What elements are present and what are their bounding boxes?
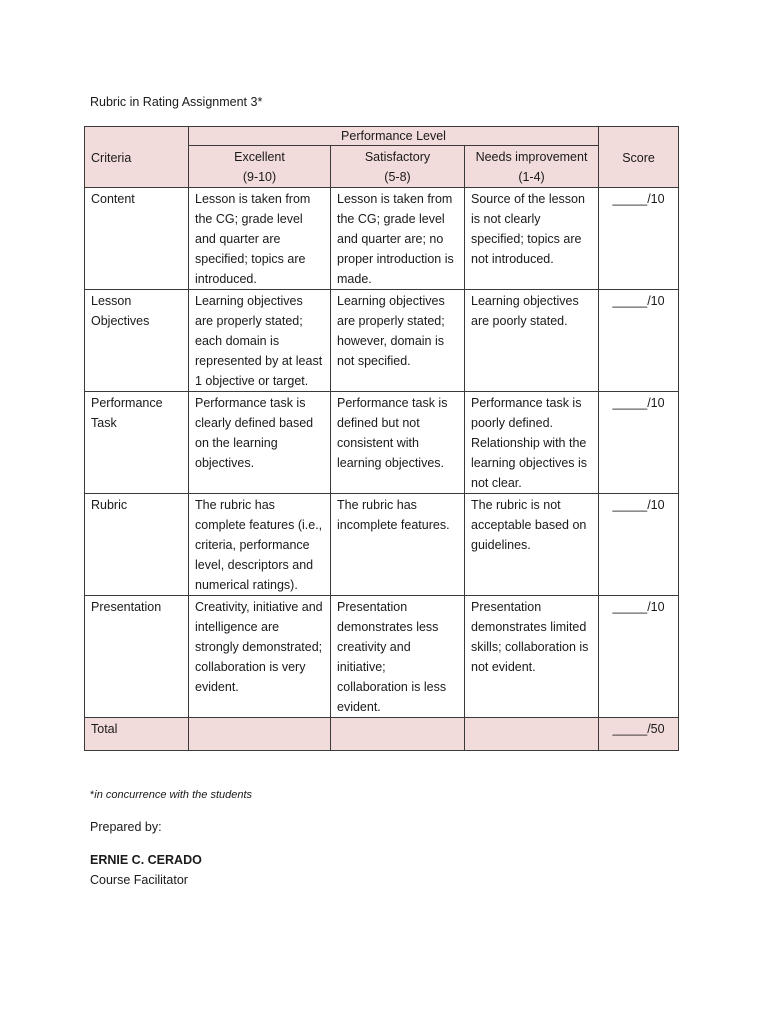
- score-cell: [599, 290, 679, 392]
- level-range: (9-10): [242, 170, 277, 184]
- footnote-marker: *: [90, 789, 95, 801]
- total-label: Total: [85, 718, 189, 751]
- level-range: (5-8): [384, 170, 411, 184]
- needs-improvement-cell: Performance task is poorly defined. Relationship with the learning objectives is not clear.: [465, 392, 599, 494]
- level-header-satisfactory: [331, 146, 465, 188]
- excellent-cell: The rubric has complete features (i.e., criteria, performance level, descriptors and numerical ratings).: [189, 494, 331, 596]
- table-row: [85, 290, 679, 392]
- satisfactory-cell: The rubric has incomplete features.: [331, 494, 465, 596]
- needs-improvement-cell: Source of the lesson is not clearly specified; topics are not introduced.: [465, 188, 599, 290]
- score-cell: [599, 188, 679, 290]
- score-header: Score: [599, 127, 679, 188]
- criterion-cell: Lesson Objectives: [85, 290, 189, 392]
- score-blank: _____/10: [612, 498, 665, 512]
- excellent-cell: Creativity, initiative and intelligence are strongly demonstrated; collaboration is very evident.: [189, 596, 331, 718]
- score-cell: [599, 392, 679, 494]
- needs-improvement-cell: Presentation demonstrates limited skills; collaboration is not evident.: [465, 596, 599, 718]
- satisfactory-cell: Learning objectives are properly stated; however, domain is not specified.: [331, 290, 465, 392]
- footnote: [90, 788, 252, 802]
- level-name: Satisfactory: [364, 150, 431, 164]
- satisfactory-cell: Lesson is taken from the CG; grade level and quarter are; no proper introduction is made.: [331, 188, 465, 290]
- total-empty-cell: [331, 718, 465, 751]
- criterion-cell: Rubric: [85, 494, 189, 596]
- table-row: [85, 188, 679, 290]
- level-name: Needs improvement: [475, 150, 588, 164]
- excellent-cell: Performance task is clearly defined based on the learning objectives.: [189, 392, 331, 494]
- satisfactory-cell: Presentation demonstrates less creativity and initiative; collaboration is less evident.: [331, 596, 465, 718]
- total-score: _____/50: [612, 722, 665, 736]
- total-row: [85, 718, 679, 751]
- table-row: [85, 392, 679, 494]
- signer-role: Course Facilitator: [90, 873, 188, 887]
- score-blank: _____/10: [612, 396, 665, 410]
- level-name: Excellent: [234, 150, 285, 164]
- table-row: [85, 494, 679, 596]
- score-blank: _____/10: [612, 600, 665, 614]
- header-row-top: [85, 127, 679, 146]
- level-header-needs-improvement: [465, 146, 599, 188]
- level-header-excellent: [189, 146, 331, 188]
- rubric-table: [84, 126, 679, 751]
- performance-level-header: Performance Level: [189, 127, 599, 146]
- table-row: [85, 596, 679, 718]
- score-blank: _____/10: [612, 294, 665, 308]
- total-score-cell: [599, 718, 679, 751]
- level-range: (1-4): [518, 170, 545, 184]
- criterion-cell: Presentation: [85, 596, 189, 718]
- criterion-cell: Performance Task: [85, 392, 189, 494]
- total-empty-cell: [189, 718, 331, 751]
- excellent-cell: Learning objectives are properly stated; each domain is represented by at least 1 objective or target.: [189, 290, 331, 392]
- prepared-by-label: Prepared by:: [90, 820, 162, 834]
- score-cell: [599, 494, 679, 596]
- satisfactory-cell: Performance task is defined but not consistent with learning objectives.: [331, 392, 465, 494]
- excellent-cell: Lesson is taken from the CG; grade level and quarter are specified; topics are introduced.: [189, 188, 331, 290]
- score-blank: _____/10: [612, 192, 665, 206]
- needs-improvement-cell: Learning objectives are poorly stated.: [465, 290, 599, 392]
- needs-improvement-cell: The rubric is not acceptable based on guidelines.: [465, 494, 599, 596]
- score-cell: [599, 596, 679, 718]
- document-title: Rubric in Rating Assignment 3*: [90, 95, 263, 109]
- signer-name: ERNIE C. CERADO: [90, 853, 202, 867]
- total-empty-cell: [465, 718, 599, 751]
- footnote-text: in concurrence with the students: [94, 789, 253, 801]
- criteria-header: Criteria: [85, 127, 189, 188]
- criterion-cell: Content: [85, 188, 189, 290]
